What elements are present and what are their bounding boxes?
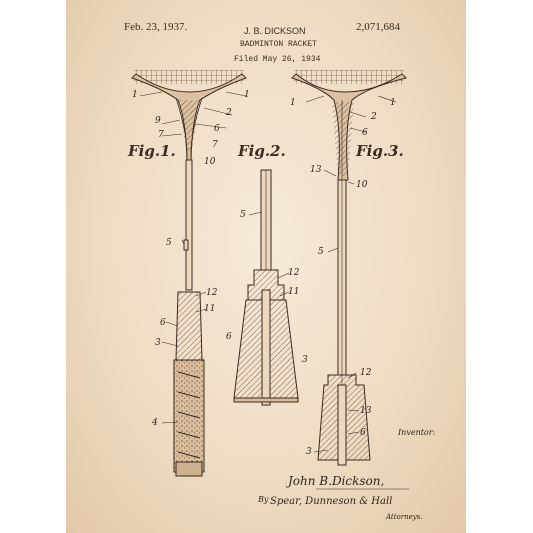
ref-numeral: 6 — [214, 124, 220, 134]
ref-numeral: 3 — [302, 355, 308, 365]
patent-sheet — [66, 0, 466, 533]
ref-numeral: 1 — [290, 98, 296, 108]
inventor-name: J. B. DICKSON — [244, 26, 306, 36]
ref-numeral: 6 — [362, 128, 368, 138]
ref-numeral: 1 — [244, 90, 250, 100]
ref-numeral: 10 — [204, 157, 216, 167]
ref-numeral: 1 — [132, 90, 138, 100]
ref-numeral: 12 — [360, 368, 372, 378]
by-label: By — [258, 495, 269, 504]
ref-numeral: 2 — [226, 108, 232, 118]
fig1-racket — [132, 70, 246, 476]
fig3-label: Fig.3. — [356, 142, 404, 160]
patent-number: 2,071,684 — [356, 21, 400, 33]
fig2-label: Fig.2. — [238, 142, 286, 160]
ref-numeral: 4 — [152, 418, 158, 428]
ref-numeral: 10 — [356, 180, 368, 190]
ref-numeral: 11 — [288, 287, 300, 297]
ref-numeral: 5 — [318, 247, 324, 257]
ref-numeral: 5 — [240, 210, 246, 220]
ref-numeral: 5 — [166, 238, 172, 248]
attorneys-signature: Spear, Dunneson & Hall — [270, 496, 393, 507]
ref-numeral: 7 — [158, 130, 164, 140]
patent-date: Feb. 23, 1937. — [124, 21, 188, 33]
ref-numeral: 6 — [160, 318, 166, 328]
inventor-label: Inventor: — [398, 428, 436, 437]
ref-numeral: 13 — [360, 406, 372, 416]
patent-title: BADMINTON RACKET — [240, 40, 317, 49]
ref-numeral: 6 — [360, 428, 366, 438]
ref-numeral: 6 — [226, 332, 232, 342]
ref-numeral: 11 — [204, 304, 216, 314]
patent-drawing — [66, 0, 466, 533]
ref-numeral: 7 — [212, 140, 218, 150]
ref-numeral: 1 — [390, 98, 396, 108]
ref-numeral: 3 — [306, 447, 312, 457]
fig1-label: Fig.1. — [128, 142, 176, 160]
attorneys-label: Attorneys. — [386, 513, 423, 521]
ref-numeral: 12 — [206, 288, 218, 298]
ref-numeral: 9 — [155, 116, 161, 126]
filed-date: Filed May 26, 1934 — [234, 55, 321, 64]
inventor-signature: John B.Dickson, — [288, 474, 385, 488]
ref-numeral: 13 — [310, 165, 322, 175]
fig3-racket — [292, 70, 406, 465]
ref-numeral: 12 — [288, 268, 300, 278]
ref-numeral: 3 — [155, 338, 161, 348]
ref-numeral: 2 — [371, 112, 377, 122]
